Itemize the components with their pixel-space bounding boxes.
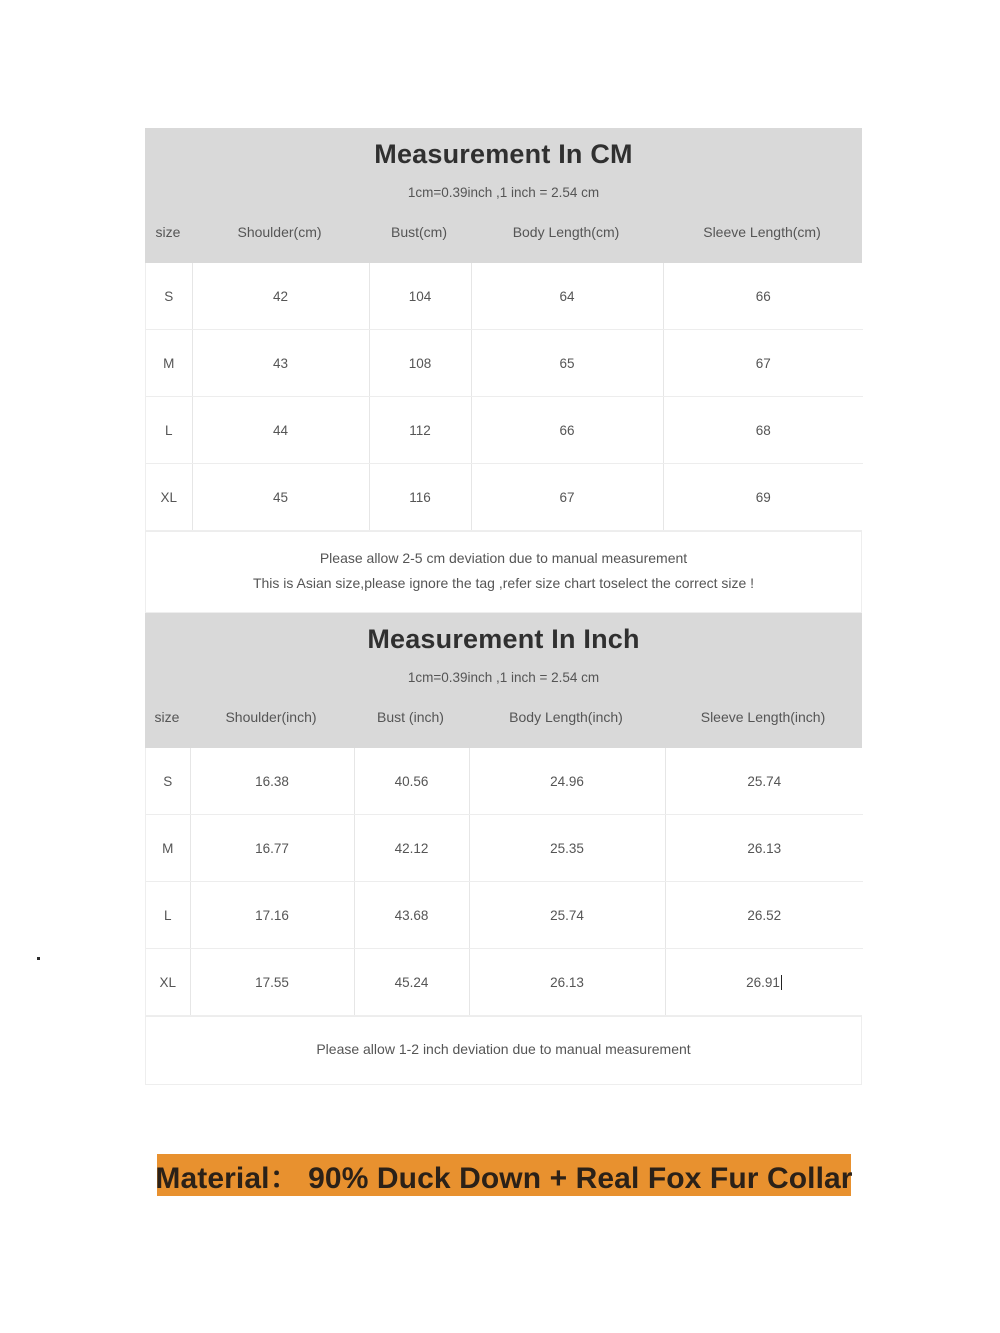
cm-header-body-length: Body Length(cm): [470, 201, 662, 263]
cm-cell-bust: 116: [369, 464, 471, 531]
cm-cell-body-length: 67: [471, 464, 663, 531]
inch-header-sleeve-length: Sleeve Length(inch): [664, 686, 862, 748]
cm-header-shoulder: Shoulder(cm): [191, 201, 368, 263]
inch-table: [146, 748, 863, 1015]
cm-section-title: Measurement In CM: [374, 139, 633, 169]
inch-cell-bust: 43.68: [354, 882, 469, 949]
inch-header-shoulder: Shoulder(inch): [189, 686, 353, 748]
cm-cell-sleeve-length: 69: [663, 464, 863, 531]
cm-cell-shoulder: 45: [192, 464, 369, 531]
inch-table-body-wrapper: [145, 748, 862, 1016]
cm-cell-body-length: 66: [471, 397, 663, 464]
inch-header-body-length: Body Length(inch): [468, 686, 664, 748]
material-banner: [157, 1154, 851, 1196]
cm-cell-shoulder: 44: [192, 397, 369, 464]
cm-header-row: [145, 201, 862, 263]
inch-cell-size: XL: [146, 949, 190, 1016]
inch-cell-sleeve-length: 26.52: [665, 882, 863, 949]
inch-cell-sleeve-length: 25.74: [665, 748, 863, 815]
size-chart-sheet: [145, 128, 862, 1085]
inch-header-size: size: [145, 686, 189, 748]
table-row: [146, 815, 863, 882]
inch-cell-shoulder: 16.77: [190, 815, 354, 882]
cm-header-size: size: [145, 201, 191, 263]
cm-cell-sleeve-length: 68: [663, 397, 863, 464]
inch-cell-sleeve-length-value: 26.91: [746, 974, 780, 990]
cm-cell-shoulder: 42: [192, 263, 369, 330]
inch-cell-bust: 40.56: [354, 748, 469, 815]
inch-note-block: [145, 1016, 862, 1085]
inch-cell-body-length: 24.96: [469, 748, 665, 815]
cm-cell-bust: 112: [369, 397, 471, 464]
page-speck-artifact: [37, 957, 40, 960]
inch-cell-body-length: 26.13: [469, 949, 665, 1016]
table-row: [146, 748, 863, 815]
inch-cell-sleeve-length-editing[interactable]: [665, 949, 863, 1016]
inch-header-bust: Bust (inch): [353, 686, 468, 748]
cm-note-line-2: This is Asian size,please ignore the tag ,refer size chart toselect the correct size !: [252, 575, 755, 592]
cm-cell-shoulder: 43: [192, 330, 369, 397]
table-row: [146, 330, 863, 397]
table-row: [146, 464, 863, 531]
inch-section-title: Measurement In Inch: [367, 624, 640, 655]
inch-cell-size: S: [146, 748, 190, 815]
cm-table: [146, 263, 863, 530]
cm-cell-size: XL: [146, 464, 192, 531]
inch-cell-bust: 42.12: [354, 815, 469, 882]
cm-cell-bust: 104: [369, 263, 471, 330]
cm-section-header-band: [145, 128, 862, 263]
inch-cell-shoulder: 16.38: [190, 748, 354, 815]
inch-cell-bust: 45.24: [354, 949, 469, 1016]
cm-cell-size: L: [146, 397, 192, 464]
table-row: [146, 882, 863, 949]
table-row: [146, 397, 863, 464]
inch-cell-size: L: [146, 882, 190, 949]
inch-header-row: [145, 686, 862, 748]
inch-note-line-1: Please allow 1-2 inch deviation due to manual measurement: [316, 1041, 691, 1058]
cm-cell-size: M: [146, 330, 192, 397]
inch-cell-body-length: 25.35: [469, 815, 665, 882]
cm-cell-bust: 108: [369, 330, 471, 397]
cm-cell-body-length: 64: [471, 263, 663, 330]
cm-section-subtitle: 1cm=0.39inch ,1 inch = 2.54 cm: [407, 184, 600, 200]
material-banner-text: Material： 90% Duck Down + Real Fox Fur Collar: [155, 1162, 853, 1195]
table-row: [146, 949, 863, 1016]
cm-note-line-1: Please allow 2-5 cm deviation due to manual measurement: [319, 550, 688, 567]
cm-cell-size: S: [146, 263, 192, 330]
inch-cell-sleeve-length: 26.13: [665, 815, 863, 882]
text-cursor-caret: [781, 975, 783, 990]
inch-cell-body-length: 25.74: [469, 882, 665, 949]
inch-cell-shoulder: 17.55: [190, 949, 354, 1016]
cm-cell-sleeve-length: 66: [663, 263, 863, 330]
inch-section-header-band: [145, 613, 862, 748]
inch-cell-size: M: [146, 815, 190, 882]
table-row: [146, 263, 863, 330]
cm-table-body-wrapper: [145, 263, 862, 531]
cm-table-header: [145, 201, 862, 263]
cm-note-block: [145, 531, 862, 613]
cm-header-sleeve-length: Sleeve Length(cm): [662, 201, 862, 263]
inch-section-subtitle: 1cm=0.39inch ,1 inch = 2.54 cm: [407, 669, 600, 685]
cm-cell-sleeve-length: 67: [663, 330, 863, 397]
cm-cell-body-length: 65: [471, 330, 663, 397]
cm-header-bust: Bust(cm): [368, 201, 470, 263]
inch-cell-shoulder: 17.16: [190, 882, 354, 949]
inch-table-header: [145, 686, 862, 748]
